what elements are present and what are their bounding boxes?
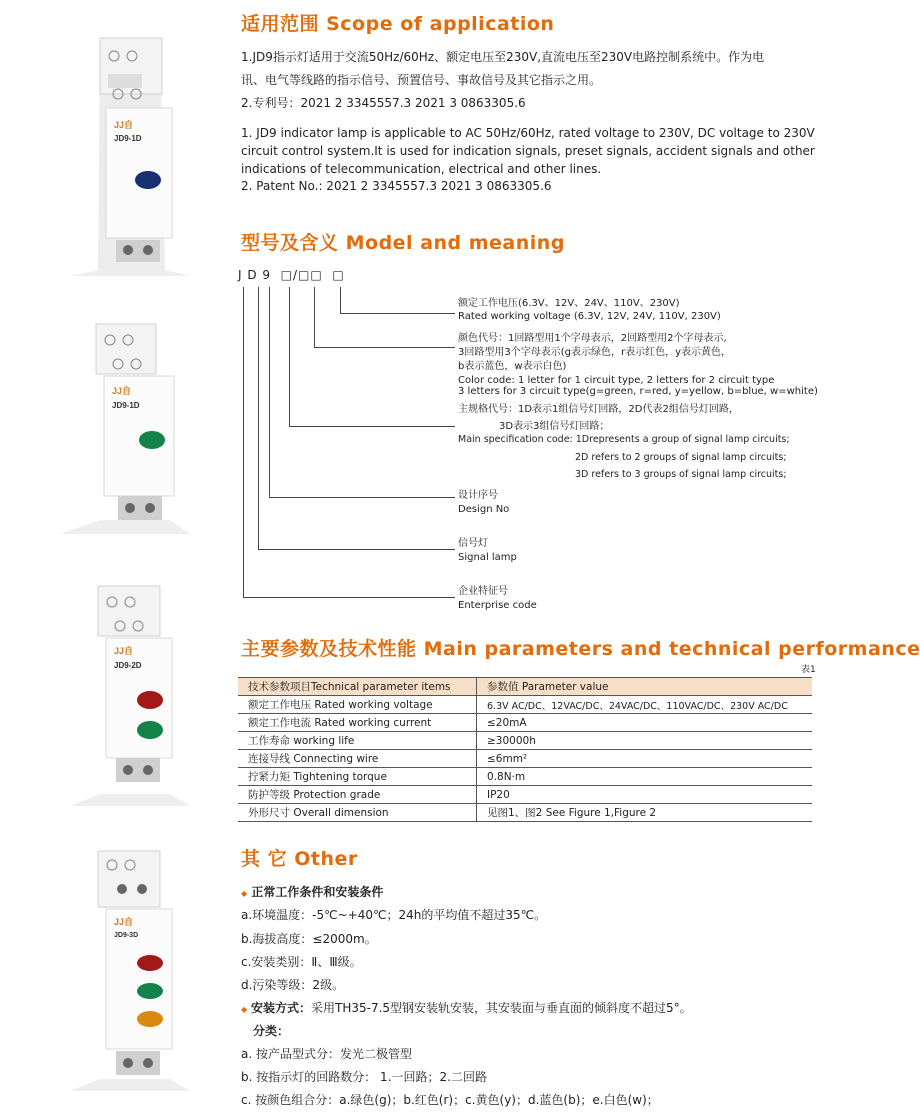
install-line: [241, 999, 692, 1019]
scope-cn-line2: 讯、电气等线路的指示信号、预置信号、事故信号及其它指示之用。: [241, 73, 602, 87]
indicator-lamp-red: [137, 691, 163, 709]
conditions-heading: [241, 883, 383, 903]
color-en2: 3 letters for 3 circuit type(g=green, r=red, y=yellow, b=blue, w=white): [458, 386, 818, 397]
indicator-lamp-yellow: [137, 1011, 163, 1027]
product-model: JD9-1D: [112, 401, 140, 410]
param-value: 见图1、图2 See Figure 1,Figure 2: [477, 804, 813, 822]
param-item: 防护等级 Protection grade: [238, 786, 477, 804]
color-cn1: 颜色代号：1回路型用1个字母表示，2回路型用2个字母表示,: [458, 333, 727, 344]
scope-en-line1: 1. JD9 indicator lamp is applicable to AC 50Hz/60Hz, rated voltage to 230V, DC voltage to 230V: [241, 126, 815, 140]
spec-en3: 3D refers to 3 groups of signal lamp circuits;: [575, 469, 787, 480]
parameters-table: [238, 677, 812, 822]
spec-cn1: 主规格代号：1D表示1组信号灯回路，2D代表2组信号灯回路，: [458, 404, 739, 415]
condition-a: a.环境温度：-5℃~+40℃；24h的平均值不超过35℃。: [241, 908, 547, 922]
condition-b: b.海拔高度：≤2000m。: [241, 932, 377, 946]
table-row: [238, 804, 812, 822]
table-header-cell: 技术参数项目Technical parameter items: [238, 678, 477, 696]
scope-en-line2: circuit control system.It is used for indication signals, preset signals, accident signals and other: [241, 144, 815, 158]
params-title: 主要参数及技术性能 Main parameters and technical performance: [241, 638, 920, 660]
table-number: 表1: [801, 665, 816, 675]
model-title: 型号及含义 Model and meaning: [241, 232, 565, 254]
indicator-lamp-red: [137, 955, 163, 971]
param-item: 外形尺寸 Overall dimension: [238, 804, 477, 822]
diamond-bullet-icon: ◆: [241, 1005, 248, 1014]
param-item: 工作寿命 working life: [238, 732, 477, 750]
design-cn: 设计序号: [458, 490, 498, 501]
condition-d: d.污染等级：2级。: [241, 978, 345, 992]
conditions-title: 正常工作条件和安装条件: [251, 885, 384, 899]
spec-en2: 2D refers to 2 groups of signal lamp circuits;: [575, 452, 787, 463]
param-item: 额定工作电压 Rated working voltage: [238, 696, 477, 714]
enterprise-cn: 企业特征号: [458, 586, 508, 597]
product-brand: JJ自: [114, 917, 134, 927]
install-label: 安装方式：: [250, 1001, 311, 1015]
classification-b: b. 按指示灯的回路数分： 1.一回路；2.二回路: [241, 1070, 487, 1084]
indicator-lamp-green: [137, 721, 163, 739]
color-cn3: b表示蓝色，w表示白色): [458, 361, 567, 372]
voltage-en: Rated working voltage (6.3V, 12V, 24V, 110V, 230V): [458, 311, 721, 322]
voltage-cn: 额定工作电压(6.3V、12V、24V、110V、230V): [458, 298, 680, 309]
indicator-lamp: [135, 171, 161, 189]
scope-title: 适用范围 Scope of application: [241, 13, 555, 35]
table-row: [238, 696, 812, 714]
param-item: 拧紧力矩 Tightening torque: [238, 768, 477, 786]
spec-en1: Main specification code: 1Drepresents a group of signal lamp circuits;: [458, 434, 790, 445]
classification-c: c. 按颜色组合分：a.绿色(g)；b.红色(r)；c.黄色(y)；d.蓝色(b)；e.白色(w)；: [241, 1093, 659, 1107]
lamp-en: Signal lamp: [458, 552, 517, 563]
indicator-lamp-green: [137, 983, 163, 999]
indicator-lamp: [139, 431, 165, 449]
classification-title: 分类：: [253, 1024, 290, 1038]
install-text: 采用TH35-7.5型钢安装轨安装，其安装面与垂直面的倾斜度不超过5°。: [311, 1001, 692, 1015]
design-en: Design No: [458, 504, 510, 515]
other-title: 其 它 Other: [241, 848, 358, 870]
table-row: [238, 714, 812, 732]
classification-a: a. 按产品型式分：发光二极管型: [241, 1047, 412, 1061]
table-row: [238, 732, 812, 750]
param-value: 6.3V AC/DC、12VAC/DC、24VAC/DC、110VAC/DC、230V AC/DC: [477, 696, 813, 714]
table-header-row: [238, 678, 812, 696]
product-image-jd9-1d-blue: [70, 30, 190, 280]
table-row: [238, 768, 812, 786]
product-model: JD9-2D: [114, 661, 142, 670]
param-value: ≥30000h: [477, 732, 813, 750]
condition-c: c.安装类别：Ⅱ、Ⅲ级。: [241, 955, 362, 969]
color-en1: Color code: 1 letter for 1 circuit type, 2 letters for 2 circuit type: [458, 375, 775, 386]
spec-cn2: 3D表示3组信号灯回路；: [499, 421, 610, 432]
product-model: JD9-1D: [114, 134, 142, 143]
param-item: 额定工作电流 Rated working current: [238, 714, 477, 732]
product-image-jd9-1d-green: [60, 320, 190, 540]
enterprise-en: Enterprise code: [458, 600, 537, 611]
param-value: IP20: [477, 786, 813, 804]
param-value: 0.8N·m: [477, 768, 813, 786]
product-brand: JJ自: [114, 120, 134, 130]
product-model: JD9-3D: [114, 932, 139, 939]
diamond-bullet-icon: ◆: [241, 889, 248, 898]
product-brand: JJ自: [114, 646, 134, 656]
param-value: ≤6mm²: [477, 750, 813, 768]
lamp-cn: 信号灯: [458, 538, 488, 549]
product-brand: JJ自: [112, 386, 132, 396]
table-header-cell: 参数值 Parameter value: [477, 678, 813, 696]
param-value: ≤20mA: [477, 714, 813, 732]
color-cn2: 3回路型用3个字母表示(g表示绿色，r表示红色，y表示黄色，: [458, 347, 732, 358]
table-row: [238, 750, 812, 768]
product-image-jd9-3d: [70, 845, 190, 1095]
scope-cn-patent: 2.专利号：2021 2 3345557.3 2021 3 0863305.6: [241, 96, 526, 110]
param-item: 连接导线 Connecting wire: [238, 750, 477, 768]
table-row: [238, 786, 812, 804]
scope-en-line3: indications of telecommunication, electrical and other lines.: [241, 162, 602, 176]
scope-en-patent: 2. Patent No.: 2021 2 3345557.3 2021 3 0863305.6: [241, 179, 552, 193]
model-code: J D 9 □/□□ □: [238, 268, 345, 282]
scope-cn-line1: 1.JD9指示灯适用于交流50Hz/60Hz、额定电压至230V,直流电压至230V电路控制系统中。作为电: [241, 50, 765, 64]
product-image-jd9-2d: [70, 580, 190, 810]
